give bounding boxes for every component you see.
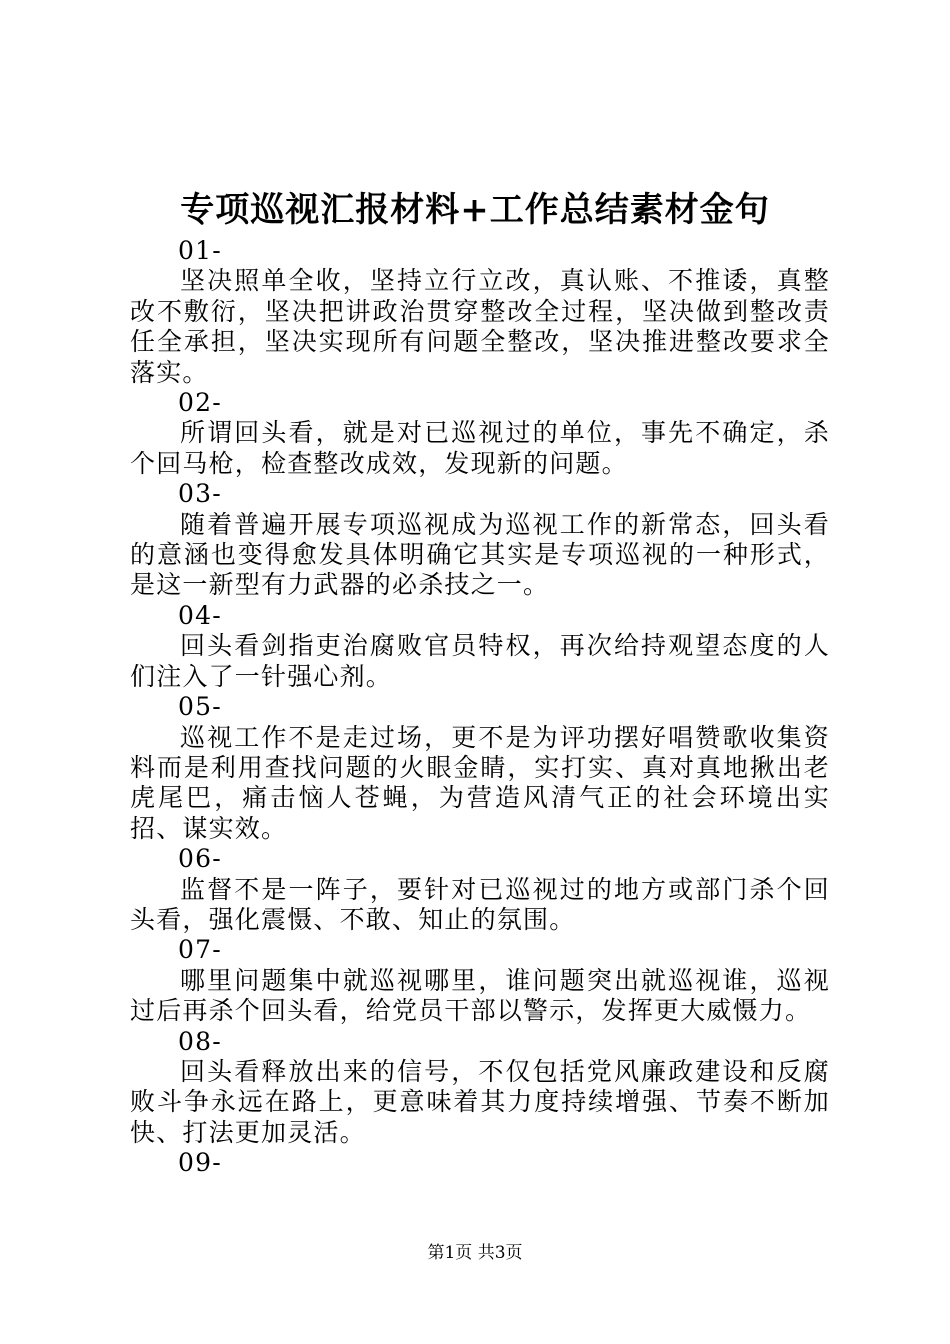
item-text: 巡视工作不是走过场，更不是为评功摆好唱赞歌收集资料而是利用查找问题的火眼金睛，实打实、真对真地揪出老虎尾巴，痛击恼人苍蝇，为营造风清气正的社会环境出实招、谋实效。 bbox=[130, 722, 830, 843]
item-number: 04- bbox=[178, 600, 222, 630]
page-number-footer: 第1页 共3页 bbox=[427, 1243, 523, 1263]
item-number: 03- bbox=[178, 479, 222, 509]
item-number: 02- bbox=[178, 388, 222, 418]
item-text: 坚决照单全收，坚持立行立改，真认账、不推诿，真整改不敷衍，坚决把讲政治贯穿整改全过程，坚决做到整改责任全承担，坚决实现所有问题全整改，坚决推进整改要求全落实。 bbox=[130, 266, 830, 387]
item-number: 05- bbox=[178, 692, 222, 722]
item-number: 07- bbox=[178, 935, 222, 965]
item-number: 09- bbox=[178, 1148, 222, 1178]
item-text: 随着普遍开展专项巡视成为巡视工作的新常态，回头看的意涵也变得愈发具体明确它其实是专项巡视的一种形式，是这一新型有力武器的必杀技之一。 bbox=[130, 509, 830, 600]
item-text: 回头看剑指吏治腐败官员特权，再次给持观望态度的人们注入了一针强心剂。 bbox=[130, 631, 830, 691]
item-text: 哪里问题集中就巡视哪里，谁问题突出就巡视谁，巡视过后再杀个回头看，给党员干部以警示，发挥更大威慑力。 bbox=[130, 965, 830, 1026]
item-number: 08- bbox=[178, 1026, 222, 1056]
item-number: 01- bbox=[178, 236, 222, 265]
item-text: 监督不是一阵子，要针对已巡视过的地方或部门杀个回头看，强化震慑、不敢、知止的氛围。 bbox=[130, 874, 830, 934]
document-body bbox=[130, 236, 830, 1179]
document-title: 专项巡视汇报材料+工作总结素材金句 bbox=[180, 190, 770, 230]
item-text: 所谓回头看，就是对已巡视过的单位，事先不确定，杀个回马枪，检查整改成效，发现新的问题。 bbox=[130, 418, 830, 478]
item-text: 回头看释放出来的信号，不仅包括党风廉政建设和反腐败斗争永远在路上，更意味着其力度持续增强、节奏不断加快、打法更加灵活。 bbox=[130, 1056, 830, 1147]
item-number: 06- bbox=[178, 844, 222, 874]
